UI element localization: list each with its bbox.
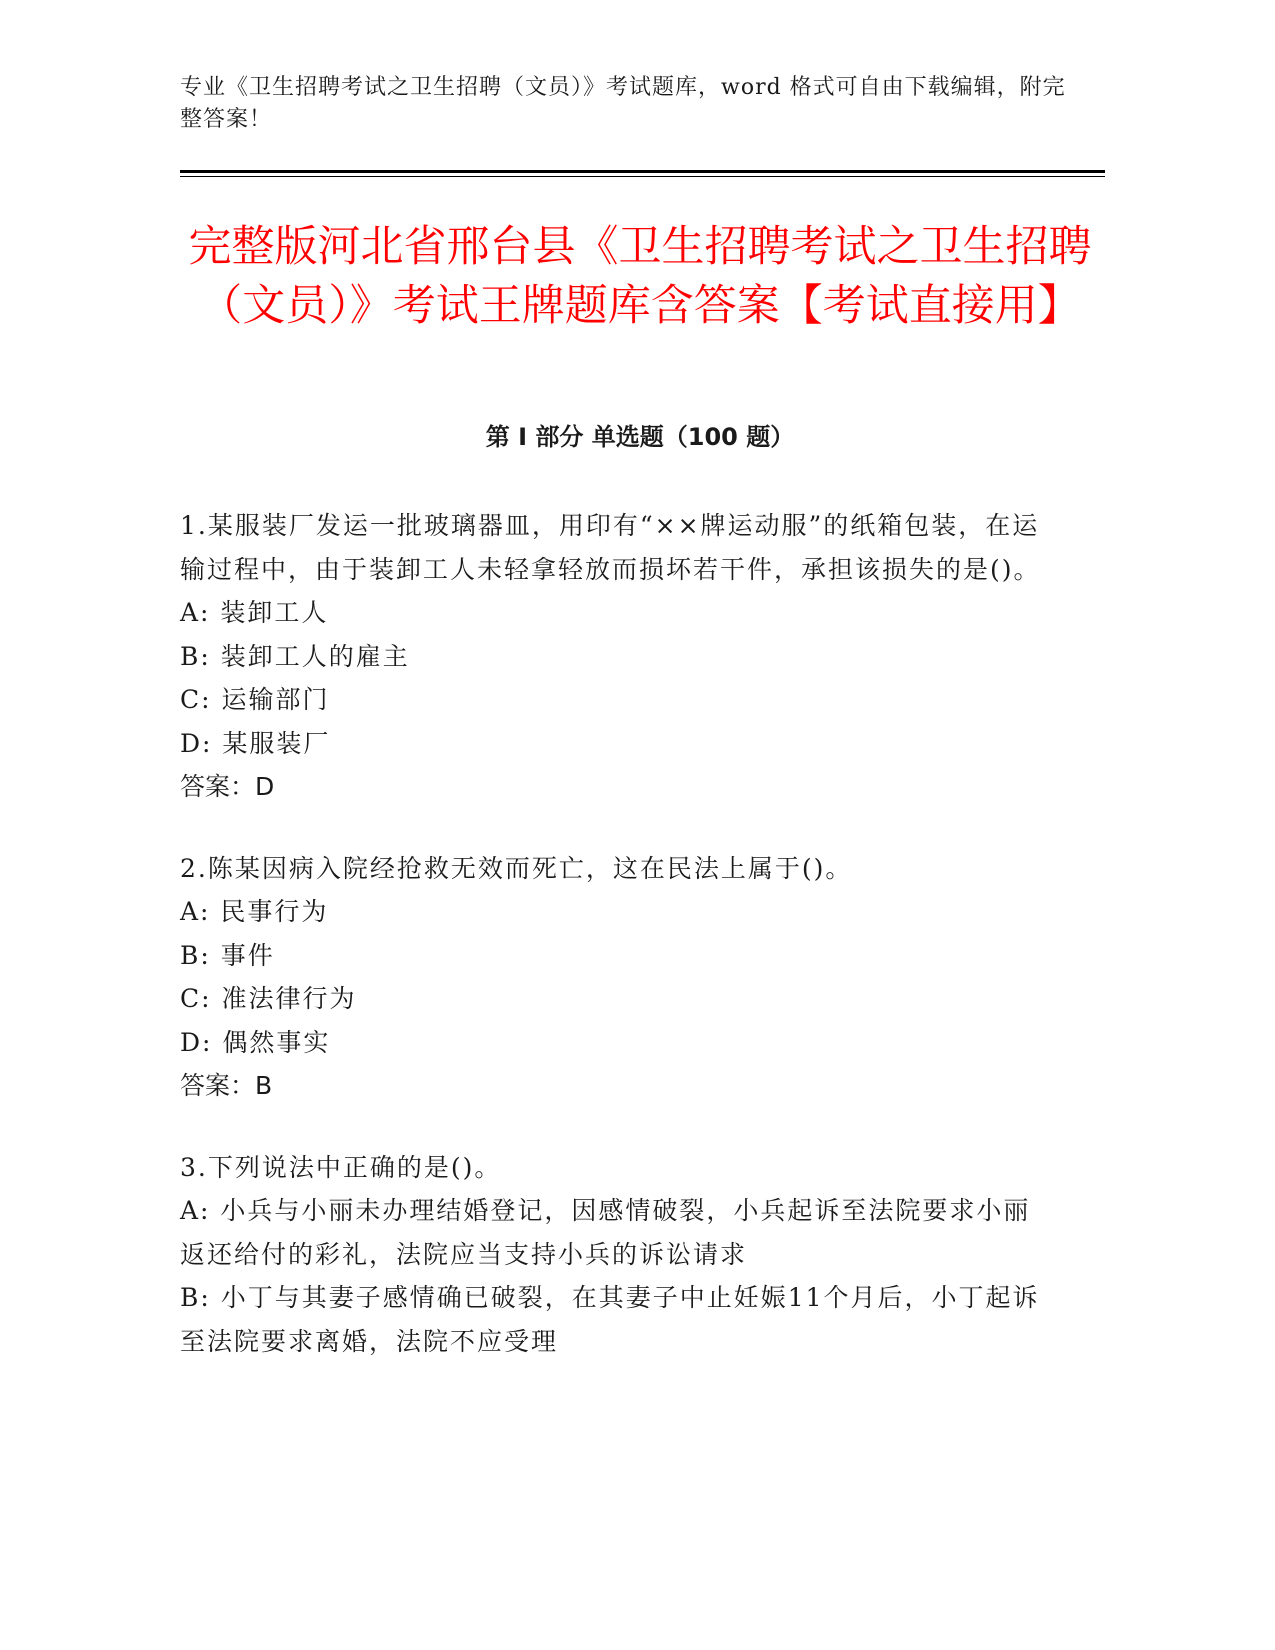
question-stem: 1.某服装厂发运一批玻璃器皿，用印有“××牌运动服”的纸箱包装，在运输过程中，由于装卸工人未轻拿轻放而损坏若干件，承担该损失的是()。 <box>180 511 1041 584</box>
question-3 <box>180 1146 1050 1364</box>
option-b: B: 事件 <box>180 940 275 970</box>
header-rule-thin <box>180 176 1105 177</box>
question-1 <box>180 504 1050 809</box>
question-2 <box>180 847 1050 1108</box>
answer: 答案：D <box>180 772 275 801</box>
document-title: 完整版河北省邢台县《卫生招聘考试之卫生招聘（文员）》考试王牌题库含答案【考试直接用】 <box>188 222 1092 331</box>
option-b: B: 小丁与其妻子感情确已破裂，在其妻子中止妊娠11个月后，小丁起诉至法院要求离婚，法院不应受理 <box>180 1283 1040 1356</box>
option-d: D: 某服装厂 <box>180 728 331 758</box>
answer: 答案：B <box>180 1071 273 1100</box>
option-b: B: 装卸工人的雇主 <box>180 641 410 671</box>
option-a: A: 装卸工人 <box>180 598 329 627</box>
option-a: A: 小兵与小丽未办理结婚登记，因感情破裂，小兵起诉至法院要求小丽返还给付的彩礼，法院应当支持小兵的诉讼请求 <box>180 1196 1031 1269</box>
question-list <box>180 504 1050 1401</box>
option-c: C: 运输部门 <box>180 685 330 714</box>
header-rule-thick <box>180 170 1105 173</box>
header-note: 专业《卫生招聘考试之卫生招聘（文员）》考试题库，word 格式可自由下载编辑，附完整答案！ <box>180 75 1066 132</box>
option-c: C: 准法律行为 <box>180 984 357 1013</box>
section-heading: 第 I 部分 单选题（100 题） <box>485 423 795 451</box>
question-stem: 3.下列说法中正确的是()。 <box>180 1152 502 1182</box>
option-d: D: 偶然事实 <box>180 1027 331 1057</box>
option-a: A: 民事行为 <box>180 897 329 926</box>
question-stem: 2.陈某因病入院经抢救无效而死亡，这在民法上属于()。 <box>180 853 853 883</box>
